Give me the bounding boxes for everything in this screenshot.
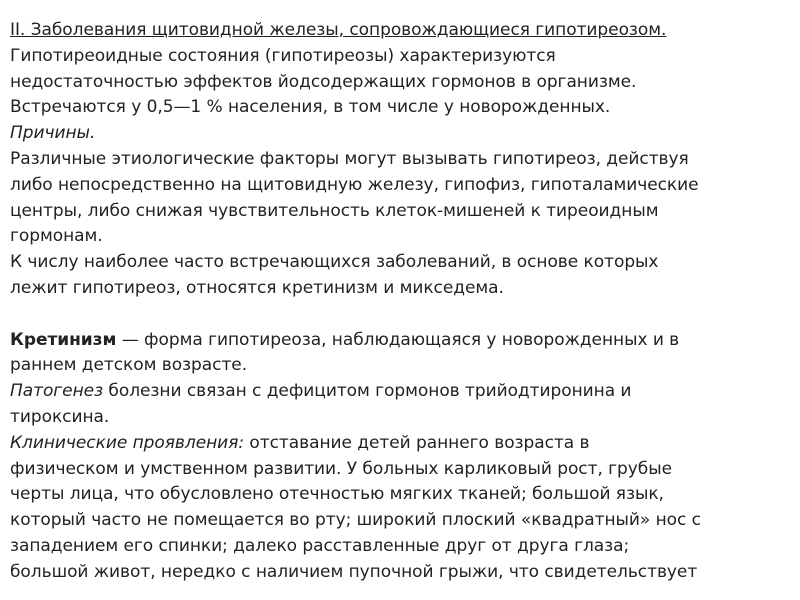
intro-line: недостаточностью эффектов йодсодержащих гормонов в организме.: [10, 71, 637, 92]
clinical-label: Клинические проявления:: [10, 432, 245, 453]
cretinism-definition-text: — форма гипотиреоза, наблюдающаяся у новорожденных и в: [116, 329, 680, 350]
clinical-cont: который часто не помещается во рту; широкий плоский «квадратный» нос с: [10, 510, 701, 531]
section-heading: II. Заболевания щитовидной железы, сопровождающиеся гипотиреозом.: [10, 20, 667, 40]
clinical-text: отставание детей раннего возраста в: [244, 432, 590, 453]
causes-line: либо непосредственно на щитовидную железу, гипофиз, гипоталамические: [10, 174, 699, 195]
pathogenesis-line: [10, 379, 795, 405]
causes-line: К числу наиболее часто встречающихся заболеваний, в основе которых: [10, 252, 659, 273]
pathogenesis-cont: тироксина.: [10, 406, 110, 427]
causes-line: центры, либо снижая чувствительность клеток-мишеней к тиреоидным: [10, 200, 659, 221]
pathogenesis-text: болезни связан с дефицитом гормонов трийодтиронина и: [103, 381, 632, 402]
document-text: [10, 18, 795, 586]
causes-line: лежит гипотиреоз, относятся кретинизм и микседема.: [10, 277, 504, 298]
clinical-cont: западением его спинки; далеко расставленные друг от друга глаза;: [10, 535, 630, 556]
clinical-cont: физическом и умственном развитии. У больных карликовый рост, грубые: [10, 458, 672, 479]
cretinism-term: Кретинизм: [10, 329, 117, 350]
cretinism-definition-cont: раннем детском возрасте.: [10, 355, 248, 376]
intro-line: Гипотиреоидные состояния (гипотиреозы) характеризуются: [10, 45, 556, 66]
clinical-cont: черты лица, что обусловлено отечностью мягких тканей; большой язык,: [10, 484, 664, 505]
causes-line: гормонам.: [10, 226, 103, 247]
causes-line: Различные этиологические факторы могут вызывать гипотиреоз, действуя: [10, 148, 689, 169]
paragraph-gap: [10, 302, 795, 328]
clinical-cont: большой живот, нередко с наличием пупочной грыжи, что свидетельствует: [10, 561, 698, 582]
cretinism-definition: [10, 328, 795, 354]
causes-label: Причины.: [10, 123, 96, 144]
clinical-line: [10, 431, 795, 457]
intro-line: Встречаются у 0,5—1 % населения, в том числе у новорожденных.: [10, 97, 611, 118]
pathogenesis-label: Патогенез: [10, 381, 104, 402]
